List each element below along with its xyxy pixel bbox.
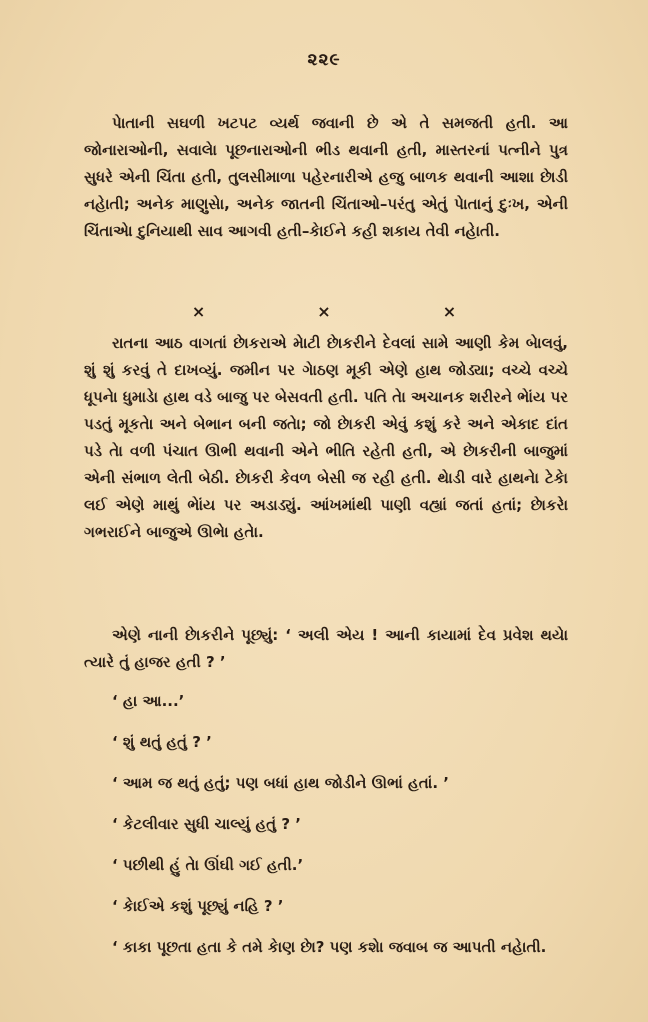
paragraph-2-text: રાતના આઠ વાગતાં છેાકરાએ મેાટી છેાકરીને દેવલાં સામે આણી કેમ બેાલવું, શું શું કરવું તે દાખવ્યું. જમીન પર ગેાઠણ મૂકી એણે હાથ જોડ્યા; વચ્ચે વચ્ચે ધૂપનેા ધુમાડેા હાથ વડે બાજુ પર બેસવતી હતી. પતિ તેા અચાનક શરીરને ભેાંય પર પડતું મૂકતેા અને બેભાન બની જતેા; જો છેાકરી એવું કશું કરે અને એકાદ દાંત પડે તેા વળી પંચાત ઊભી થવાની એને ભીતિ રહેતી હતી, એ છેાકરીની બાજુમાં એની સંભાળ લેતી બેઠી. છેાકરી કેવળ બેસી જ રહી હતી. થેાડી વારે હાથનેા ટેકેા લઈ એણે માથું ભેાંય પર અડાડ્યું. આંખમાંથી પાણી વહ્યાં જતાં હતાં; છેાકરેા ગભરાઈને બાજુએ ઊભેા હતેા. (84, 334, 568, 541)
separator-mark: × (317, 302, 331, 321)
dialogue-line: ‘ હા આ...’ (112, 692, 185, 710)
dialogue-block (84, 688, 568, 975)
dialogue-line: ‘ શું થતું હતું ? ’ (112, 733, 212, 751)
paragraph-3-text: એણે નાની છેાકરીને પૂછ્યું: ‘ અલી એય ! આની કાયામાં દેવ પ્રવેશ થયેા ત્યારે તું હાજર હતી ? ’ (84, 626, 568, 671)
dialogue-line: ‘ કેાઈએ કશું પૂછ્યું નહિ ? ’ (112, 897, 284, 915)
paragraph-1-text: પેાતાની સઘળી ખટપટ વ્યર્થ જવાની છે એ તે સમજતી હતી. આ જોનારાઓની, સવાલેા પૂછનારાઓની ભીડ થવાની હતી, માસ્તરનાં પત્નીને પુત્ર સુધરે એની ચિંતા હતી, તુલસીમાળા પહેરનારીએ હજુ બાળક થવાની આશા છેાડી નહેાતી; અનેક માણુસેા, અનેક જાતની ચિંતાઓ–પરંતુ એતું પેાતાનું દુઃખ, એની ચિંતાએા દુનિયાથી સાવ આગવી હતી–કેાઈને કહી શકાય તેવી નહેાતી. (84, 114, 568, 240)
separator-mark: × (442, 302, 457, 321)
dialogue-line: ‘ પછીથી હું તેા ઊંઘી ગઈ હતી.’ (112, 856, 304, 874)
dialogue-line: ‘ કાકા પૂછતા હતા કે તમે કેાણ છેા? પણ કશેા જવાબ જ આપતી નહેાતી. (112, 938, 547, 956)
paragraph-2 (84, 330, 568, 546)
page-number: ૨૨૯ (307, 50, 341, 70)
paragraph-1 (84, 110, 568, 245)
paragraph-3 (84, 622, 568, 676)
separator-mark: × (191, 302, 206, 321)
section-separator (0, 302, 648, 321)
dialogue-line: ‘ આમ જ થતું હતું; પણ બધાં હાથ જોડીને ઊભાં હતાં. ’ (112, 774, 449, 792)
dialogue-line: ‘ કેટલીવાર સુધી ચાલ્યું હતું ? ’ (112, 815, 301, 833)
